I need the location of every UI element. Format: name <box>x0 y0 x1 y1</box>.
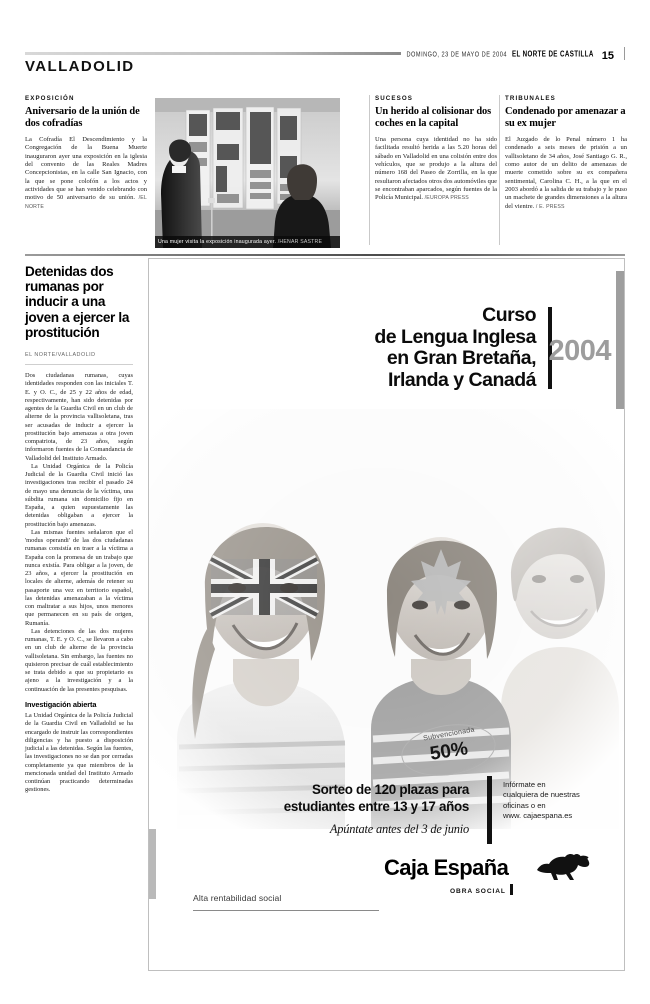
masthead-divider <box>624 47 625 60</box>
ad-title-line-1: Curso <box>482 304 536 326</box>
story-byline <box>25 352 133 358</box>
column-rule <box>499 95 500 245</box>
brand-subline <box>450 882 513 895</box>
brief-body <box>505 136 627 211</box>
ad-title-line-3: en Gran Bretaña, <box>386 347 536 369</box>
brief-credit: / E. PRESS <box>535 203 565 210</box>
ad-title-block <box>374 305 536 391</box>
subsidy-badge <box>401 725 496 775</box>
story-paragraph: La Unidad Orgánica de la Policía Judicial de la Guardia Civil inició las investigaciones tras recibir el pasado 24 de mayo una denuncia de la víctima, una súbdita rumana sin domicilio fijo en España, a quien supuestamente las detenidas obligaban a ejercer la prostitución bajo amenazas. <box>25 462 133 528</box>
publication-date: DOMINGO, 23 DE MAYO DE 2004 <box>406 51 507 59</box>
brief-kicker: SUCESOS <box>375 95 413 102</box>
story-paragraph: La Unidad Orgánica de la Policía Judicial de la Guardia Civil en Valladolid se ha encargado de instruir las correspondientes diligencias y ha puesto a disposición judicial a las detenidas. Según las fuentes, las investigaciones no se dan por cerradas completamente ya que miembros de la mencionada unidad del Instituto Armado continúan practicando determinadas gestiones. <box>25 712 133 794</box>
ad-info-line-3: oficinas o en <box>503 800 546 810</box>
page-number: 15 <box>601 50 614 62</box>
story-headline: Detenidas dos rumanas por inducir a una joven a ejercer la prostitución <box>25 264 130 340</box>
brief-tribunales <box>505 95 627 211</box>
ad-offer-block <box>179 782 469 837</box>
story-body <box>25 372 133 795</box>
ad-info-divider <box>487 776 492 844</box>
ad-info-block <box>503 780 621 822</box>
story-paragraph: Dos ciudadanas rumanas, cuyas identidades responden con las iniciales T. E. y O. C., de 25 y 22 años de edad, respectivamente, han sido detenidas por agentes de la Guardia Civil en un club de alterne de la provincia vallisoletana, tras ser acusadas de inducir a ejercer la prostitución bajo amenazas a otra joven compatriota, de 23 años, según informaron fuentes de la Comandancia de Valladolid del Instituto Armado. <box>25 372 133 462</box>
ad-title-line-2: de Lengua Inglesa <box>374 325 536 348</box>
masthead-meta <box>401 44 625 60</box>
ad-photo-students <box>149 409 625 829</box>
byline-city: /VALLADOLID <box>55 352 96 359</box>
ad-edge-shadow-right <box>616 271 625 421</box>
brief-body <box>375 136 497 203</box>
exposicion-photo-image <box>155 98 340 248</box>
brief-text: Una persona cuya identidad no ha sido facilitada resultó herida a las 5.20 horas del sábado en Valladolid en una colisión entre dos vehículos, que se produjo a la altura del número 168 del Paseo de Zorrilla, en la que resultaron afectados otros dos automóviles que se encontraban aparcados, según fuentes de la Policía Municipal. <box>375 135 497 202</box>
brand-name: Caja España <box>384 855 509 880</box>
brief-headline: Condenado por amenazar a su ex mujer <box>505 106 626 130</box>
brand-sub-text: OBRA SOCIAL <box>450 888 506 895</box>
story-paragraph: Las detenciones de las dos mujeres rumanas, T. E. y O. C., se llevaron a cabo en un club de alterne de la provincia vallisoletana. Sin embargo, las fuentes no quisieron precisar de cuál establecimiento se trata debido a que su propietario es ajeno a la investigación y a la continuación de las presentes pesquisas. <box>25 627 133 693</box>
story-subhead: Investigación abierta <box>25 699 97 709</box>
byline-rule <box>25 364 133 365</box>
badge-label: Subvencionada <box>422 726 476 743</box>
brief-headline: Un herido al colisionar dos coches en la capital <box>375 106 492 130</box>
ad-tagline: Alta rentabilidad social <box>193 893 282 903</box>
ad-title-line-4: Irlanda y Canadá <box>387 368 536 391</box>
ad-year: 2004 <box>548 335 611 367</box>
brief-credit: /EL NORTE <box>25 195 147 210</box>
ad-tagline-rule <box>193 910 379 911</box>
brief-kicker: EXPOSICIÓN <box>25 95 75 102</box>
brief-headline: Aniversario de la unión de dos cofradías <box>25 106 140 130</box>
brief-text: La Cofradía El Descendimiento y la Congregación de la Buena Muerte inauguraron ayer una exposición en la iglesia del convento de las Reales Madres Concepcionistas, en la calle San Ignacio, con la que se pone colofón a los actos y actividades que se han venido celebrando con motivo de 50 aniversario de su unión. <box>25 135 147 202</box>
brief-text: El Juzgado de lo Penal número 1 ha condenado a seis meses de prisión a un vallisoletano de 34 años, José Santiago G. R., como autor de un delito de amenazas de muerte cometido sobre su ex compañera sentimental, Carolina C. H., a la que en el 2003 abordó a la salida de su trabajo y le puso un machete de grandes dimensiones a la altura del vientre. <box>505 135 627 210</box>
ad-photo-image <box>149 409 625 829</box>
section-title: VALLADOLID <box>25 58 135 75</box>
brief-exposicion <box>25 95 147 211</box>
main-story <box>25 264 133 795</box>
ad-info-line-2: cualquiera de nuestras <box>503 790 580 800</box>
brand-tick-icon <box>510 884 513 895</box>
brief-body <box>25 136 147 211</box>
ad-info-line-1: Infórmate en <box>503 780 546 789</box>
photo-caption <box>155 236 340 248</box>
publication-name: EL NORTE DE CASTILLA <box>511 49 594 59</box>
caja-espana-logo <box>384 855 594 895</box>
section-divider-rule <box>25 254 625 256</box>
advertisement[interactable] <box>148 258 625 971</box>
exposicion-photo <box>155 98 340 248</box>
ad-offer-line-1: Sorteo de 120 plazas para <box>312 782 469 797</box>
photo-caption-text: Una mujer visita la exposición inaugurada ayer. <box>158 239 277 245</box>
ad-website-link[interactable]: www. cajaespana.es <box>503 811 573 821</box>
story-paragraph: Las mismas fuentes señalaron que el 'modus operandi' de las dos ciudadanas rumanas consistía en traer a la víctima a España con la promesa de un trabajo que nunca existía. Para obligar a la joven, de 23 años, a ejercer la prostitución en locales de alterne, además de retener su pasaporte una vez en territorio español, las detenidas amenazaban a la víctima con maltratar a sus hijos, unos menores que permanecen en su país de origen, Rumanía. <box>25 528 133 627</box>
ad-deadline: Apúntate antes del 3 de junio <box>329 822 469 836</box>
bull-icon <box>534 853 592 881</box>
brief-credit: /EUROPA PRESS <box>424 195 469 202</box>
byline-paper: EL NORTE <box>25 352 56 359</box>
column-rule <box>369 95 370 245</box>
brief-sucesos <box>375 95 497 203</box>
badge-value: 50% <box>428 738 470 765</box>
brief-kicker: TRIBUNALES <box>505 95 556 102</box>
photo-caption-credit: /HENAR SASTRE <box>277 239 323 245</box>
ad-offer-line-2: estudiantes entre 13 y 17 años <box>283 798 469 814</box>
